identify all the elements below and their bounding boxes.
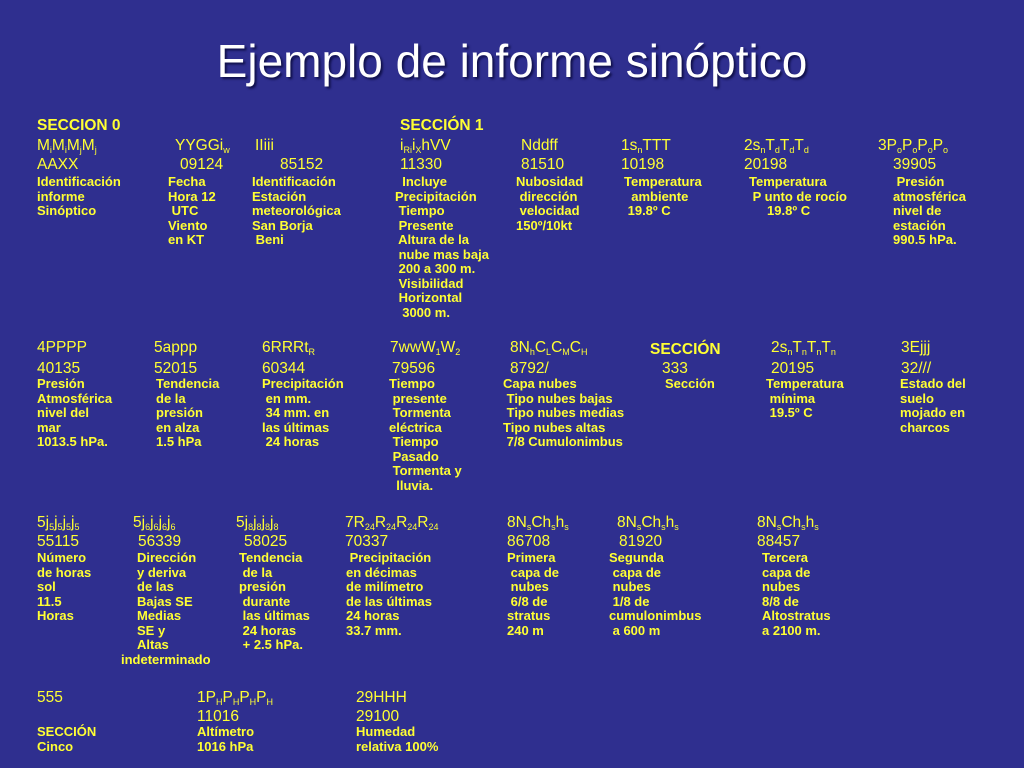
row1-value-3: 11330 xyxy=(400,156,442,173)
row1-code-yyggiw: YYGGi$_w$ xyxy=(175,137,230,155)
row2-value-5: 20195 xyxy=(771,360,815,377)
row3-description-4: Primera capa de nubes 6/8 de stratus 240 m xyxy=(507,550,560,638)
row3-description-6: Tercera capa de nubes 8/8 de Altostratus a 2100 m. xyxy=(762,550,831,638)
row1-description-1: Fecha Hora 12 UTC Viento en KT xyxy=(168,174,216,247)
row3-description-0: Número de horas sol 11.5 Horas xyxy=(37,550,92,623)
row3-value-5: 81920 xyxy=(619,533,663,550)
row2-code-4pppp: 4PPPP xyxy=(37,339,87,356)
row2-description-0: Presión Atmosférica nivel del mar 1013.5 hPa. xyxy=(37,376,113,449)
row1-description-4: Nubosidad dirección velocidad 150º/10kt xyxy=(516,174,584,233)
row1-code-irixhvv: $i_{Ri}i_XhVV$ xyxy=(400,137,451,155)
row4-value-2: 29100 xyxy=(356,708,400,725)
row3-value-6: 88457 xyxy=(757,533,801,550)
row4-code-555: 555 xyxy=(37,689,63,706)
row1-description-0: Identificación informe Sinóptico xyxy=(37,174,121,218)
row1-value-0: AAXX xyxy=(37,156,79,173)
row4-value-1: 11016 xyxy=(197,708,239,725)
row3-value-2: 58025 xyxy=(244,533,288,550)
row2-value-0: 40135 xyxy=(37,360,81,377)
row4-description-2: Humedad relativa 100% xyxy=(356,724,439,754)
section-3-value: 333 xyxy=(662,360,688,377)
row2-description-4: Capa nubes Tipo nubes bajas Tipo nubes medias Tipo nubes altas 7/8 Cumulonimbus xyxy=(503,376,625,449)
row3-value-4: 86708 xyxy=(507,533,551,550)
row2-description-5: Sección xyxy=(665,376,715,391)
row4-code-1phphphph: $1P_HP_HP_HP_H$ xyxy=(197,689,273,707)
row1-description-6: Temperatura P unto de rocío 19.8º C xyxy=(749,174,847,218)
row1-value-2: 85152 xyxy=(280,156,324,173)
row2-code-7wwww1w2: $7wwW_1W_2$ xyxy=(390,339,461,357)
row2-value-6: 32/// xyxy=(901,360,932,377)
row3-description-2: Tendencia de la presión durante las últimas 24 horas + 2.5 hPa. xyxy=(239,550,310,652)
section-1-label: SECCIÓN 1 xyxy=(400,117,484,134)
row3-code-7r24r24r24r24: $7R_{24}R_{24}R_{24}R_{24}$ xyxy=(345,514,439,532)
row1-description-7: Presión atmosférica nivel de estación 990.5 hPa. xyxy=(893,174,966,247)
row1-code-mimimjmj: $M_iM_iM_jM_j$ xyxy=(37,137,97,155)
row2-description-7: Estado del suelo mojado en charcos xyxy=(900,376,966,435)
row2-code-2sntntntn: $2s_nT_nT_nT_n$ xyxy=(771,339,836,357)
row1-code-iiiii: IIiii xyxy=(255,137,274,154)
row1-code-1sntt: $1s_nTTT$ xyxy=(621,137,671,155)
row2-description-6: Temperatura mínima 19.5º C xyxy=(766,376,844,420)
row3-code-8nschshs-1: $8N_sCh_sh_s$ xyxy=(507,514,569,532)
row1-value-6: 20198 xyxy=(744,156,788,173)
row2-description-2: Precipitación en mm. 34 mm. en las últimas 24 horas xyxy=(262,376,344,449)
row1-value-5: 10198 xyxy=(621,156,665,173)
row1-description-3: Incluye Precipitación Tiempo Presente Altura de la nube mas baja 200 a 300 m. Visibilidad Horizontal 3000 m. xyxy=(395,174,489,320)
row3-description-3: Precipitación en décimas de milímetro de las últimas 24 horas 33.7 mm. xyxy=(346,550,432,638)
row4-description-1: Altímetro 1016 hPa xyxy=(197,724,255,754)
row3-code-5j8j8j8j8: $5j_8j_8j_8j_8$ xyxy=(236,514,279,532)
row2-value-1: 52015 xyxy=(154,360,198,377)
row2-value-4: 8792/ xyxy=(510,360,549,377)
row3-description-5: Segunda capa de nubes 1/8 de cumulonimbus a 600 m xyxy=(609,550,702,638)
row2-value-2: 60344 xyxy=(262,360,306,377)
row3-extra-text: indeterminado xyxy=(121,652,211,667)
row3-code-8nschshs-3: $8N_sCh_sh_s$ xyxy=(757,514,819,532)
row3-value-1: 56339 xyxy=(138,533,182,550)
section-0-label: SECCION 0 xyxy=(37,117,121,134)
section-3-label: SECCIÓN xyxy=(650,341,721,358)
row1-value-4: 81510 xyxy=(521,156,565,173)
row2-description-3: Tiempo presente Tormenta eléctrica Tiempo Pasado Tormenta y lluvia. xyxy=(389,376,462,493)
row3-description-1: Dirección y deriva de las Bajas SE Medias SE y Altas xyxy=(137,550,197,652)
page-title: Ejemplo de informe sinóptico xyxy=(216,35,808,87)
row2-description-1: Tendencia de la presión en alza 1.5 hPa xyxy=(156,376,220,449)
row3-code-5j6j6j6j6: $5j_6j_6j_6j_6$ xyxy=(133,514,176,532)
row3-code-5j5j5j5j5: $5j_5j_5j_5j_5$ xyxy=(37,514,80,532)
row3-value-3: 70337 xyxy=(345,533,389,550)
row2-code-6rrrtr: 6RRRt$_R$ xyxy=(262,339,316,357)
row4-description-0: SECCIÓN Cinco xyxy=(37,724,97,754)
row1-code-2sntdtdtd: $2s_nT_dT_dT_d$ xyxy=(744,137,809,155)
row3-value-0: 55115 xyxy=(37,533,79,550)
row2-code-8nhclcmch: $8N_hC_LC_MC_H$ xyxy=(510,339,588,357)
row2-code-5appp: 5appp xyxy=(154,339,198,356)
row1-value-1: 09124 xyxy=(180,156,224,173)
row4-code-29hhh: 29HHH xyxy=(356,689,407,706)
row3-code-8nschshs-2: $8N_sCh_sh_s$ xyxy=(617,514,679,532)
row2-code-3ejjj: 3Ejjj xyxy=(901,339,931,356)
row1-value-7: 39905 xyxy=(893,156,937,173)
row1-code-3popopopo: $3P_oP_oP_oP_o$ xyxy=(878,137,949,155)
row2-value-3: 79596 xyxy=(392,360,436,377)
row1-description-2: Identificación Estación meteorológica San Borja Beni xyxy=(252,174,341,247)
row1-description-5: Temperatura ambiente 19.8º C xyxy=(624,174,702,218)
row1-code-nddff: Nddff xyxy=(521,137,558,154)
